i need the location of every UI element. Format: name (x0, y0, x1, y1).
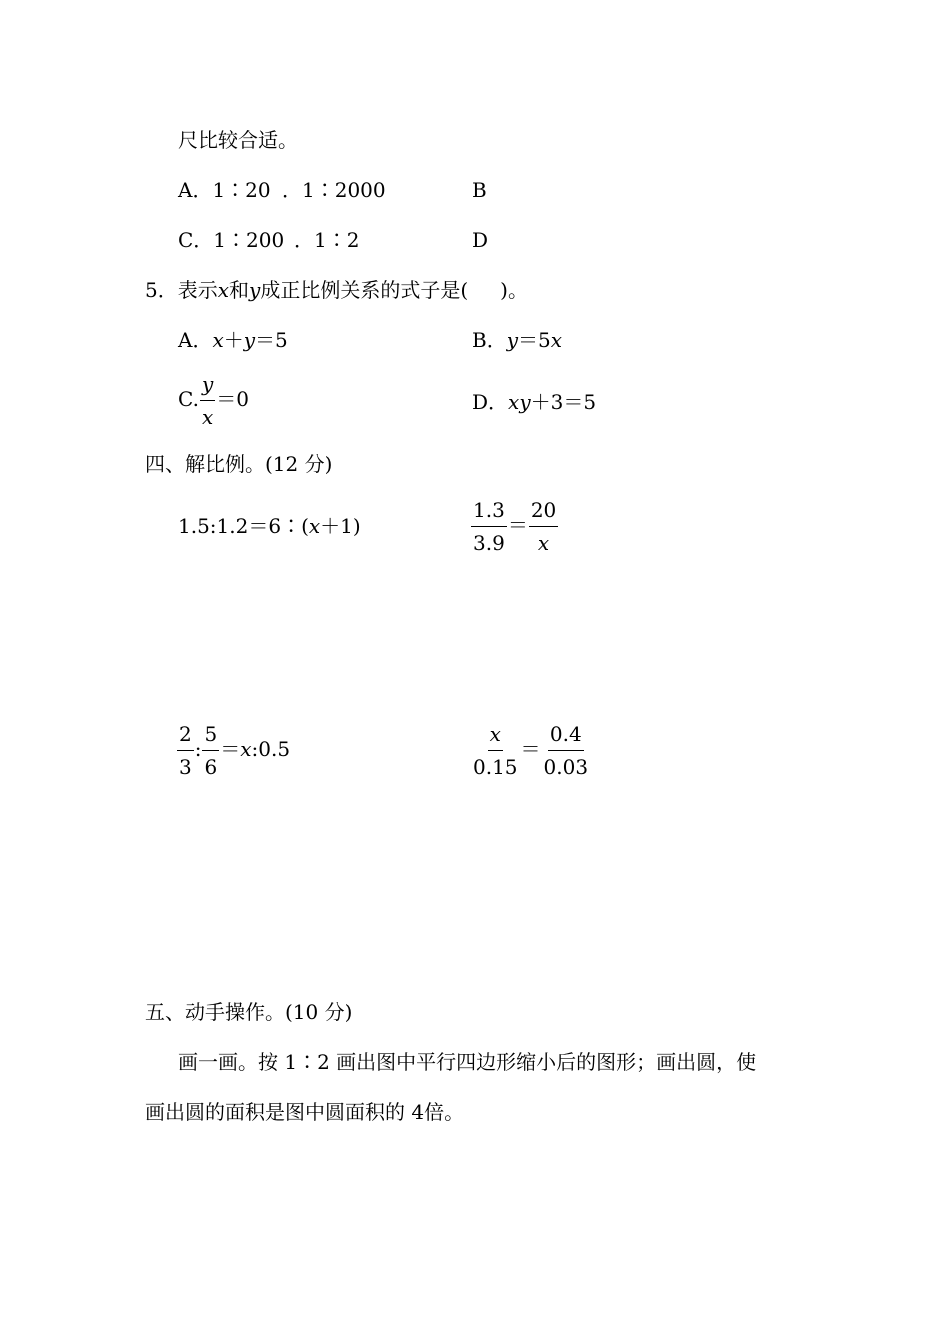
q4-option-a: A．1∶20 (178, 178, 271, 202)
q5-option-c-fraction (200, 372, 215, 429)
fraction-denominator: 3 (179, 755, 192, 779)
q4-continuation: 尺比较合适。 (178, 128, 298, 152)
fraction-numerator: 2 (177, 722, 194, 751)
fraction-denominator: x (201, 405, 214, 429)
section4-heading: 四、解比例。(12 分) (145, 452, 333, 476)
q4-option-c: C．1∶200 (178, 228, 285, 252)
q5-option-d-label: D． (472, 390, 509, 414)
fraction-numerator: x (488, 722, 503, 751)
proportion-1 (178, 512, 361, 540)
proportion-2-equals: ＝ (507, 513, 528, 537)
q5-option-b (472, 326, 562, 354)
q5-option-c (178, 372, 249, 429)
q5-blank-end: )。 (500, 278, 528, 302)
q5-option-c-label: C. (178, 387, 199, 411)
q5-option-a-rest: ＝5 (255, 328, 288, 352)
fraction-denominator: 0.15 (473, 755, 518, 779)
q4-option-d-text: ．1∶2 (294, 228, 360, 252)
fraction-denominator: 3.9 (473, 531, 505, 555)
q5-option-c-rest: ＝0 (216, 387, 249, 411)
q5-option-b-y: y (506, 328, 519, 352)
section5-instruction-line-2: 画出圆的面积是图中圆面积的 4倍。 (145, 1100, 465, 1124)
proportion-1-right: ＋1) (320, 514, 361, 538)
proportion-1-left: 1.5:1.2＝6∶( (178, 514, 309, 538)
proportion-4-equals: ＝ (520, 737, 541, 761)
section5-instruction-line-1: 画一画。按 1∶2 画出图中平行四边形缩小后的图形；画出圆，使 (178, 1050, 757, 1074)
proportion-3-x: x (240, 737, 252, 761)
proportion-3 (176, 722, 290, 779)
fraction-denominator: 6 (204, 755, 218, 779)
fraction-numerator: 0.4 (548, 722, 584, 751)
fraction-numerator: 1.3 (471, 498, 507, 527)
proportion-3-rest: :0.5 (251, 737, 291, 761)
q5-option-a (178, 326, 288, 354)
q5-stem-mid: 和 (229, 278, 250, 302)
proportion-2-fraction-right (529, 498, 558, 555)
q5-var-y: y (249, 278, 261, 302)
fraction-denominator: x (537, 531, 550, 555)
q5-option-a-label: A． (178, 328, 213, 352)
q5-option-a-y: y (243, 328, 256, 352)
q5-option-a-x: x (212, 328, 224, 352)
proportion-2 (470, 498, 559, 555)
section5-heading: 五、动手操作。(10 分) (145, 1000, 353, 1024)
q5-var-x: x (217, 278, 230, 302)
q5-stem (145, 276, 528, 304)
proportion-3-fraction-2 (202, 722, 219, 779)
proportion-3-colon: : (194, 737, 202, 761)
q5-option-a-plus: ＋ (223, 328, 244, 352)
proportion-1-x: x (308, 514, 321, 538)
q4-option-d-letter: D (472, 228, 489, 252)
q5-stem-prefix: 5．表示 (145, 278, 218, 302)
proportion-2-fraction-left (471, 498, 507, 555)
fraction-numerator: 20 (529, 498, 558, 527)
proportion-3-equals: ＝ (220, 737, 241, 761)
fraction-denominator: 0.03 (543, 755, 589, 779)
q5-option-d (472, 388, 596, 416)
q4-option-b-text: ．1∶2000 (282, 178, 386, 202)
q5-option-d-xy: xy (508, 390, 531, 414)
q5-option-b-mid: ＝5 (518, 328, 551, 352)
fraction-numerator: 5 (202, 722, 219, 751)
proportion-4 (470, 722, 591, 779)
fraction-numerator: y (200, 372, 215, 401)
proportion-4-fraction-left (471, 722, 520, 779)
q4-option-b-letter: B (472, 178, 487, 202)
proportion-3-fraction-1 (177, 722, 194, 779)
proportion-4-fraction-right (542, 722, 591, 779)
q5-stem-suffix: 成正比例关系的式子是( (260, 278, 469, 302)
q5-option-b-x: x (550, 328, 563, 352)
q5-option-b-label: B． (472, 328, 507, 352)
q5-option-d-rest: ＋3＝5 (530, 390, 597, 414)
